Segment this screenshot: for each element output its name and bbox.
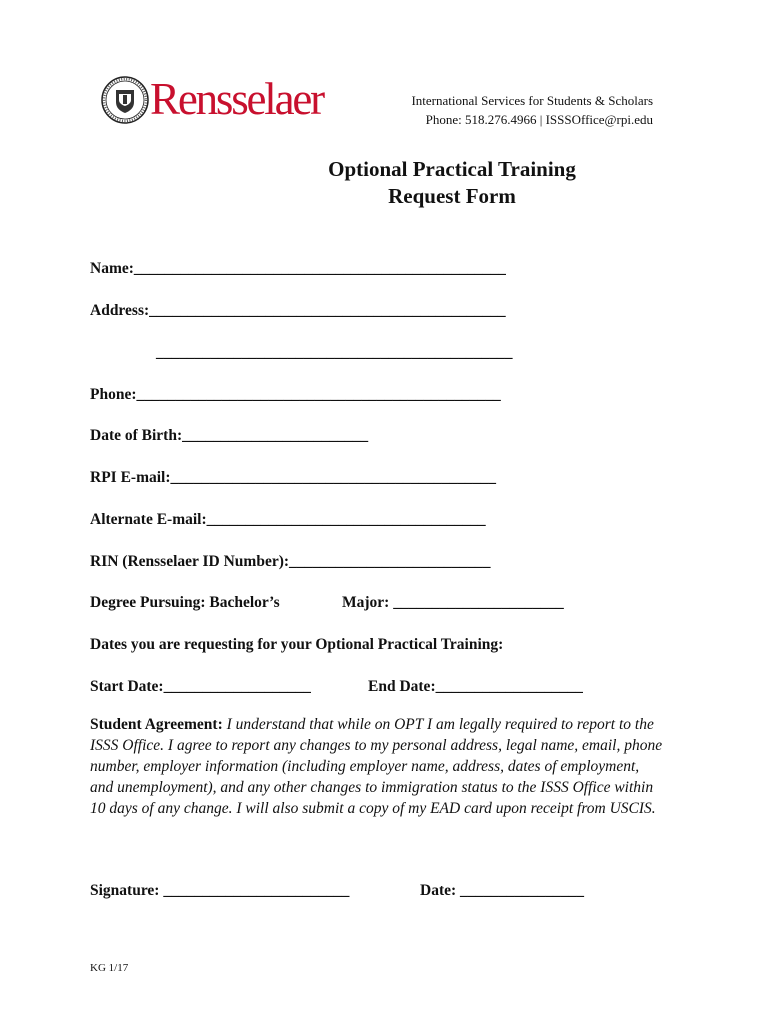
signature-date-field[interactable]: Date: ________________ [420,882,585,899]
agreement-label: Student Agreement: [90,716,223,733]
major-field[interactable]: Major: ______________________ [342,594,564,611]
form-title-line1: Optional Practical Training [328,157,576,181]
form-title [250,156,654,210]
rensselaer-logo: Rensselaer [150,74,323,124]
name-field[interactable]: Name:________________________________________________ [90,260,506,277]
address-field[interactable]: Address:______________________________________________ [90,302,506,319]
degree-label: Degree Pursuing: Bachelor’s [90,594,280,611]
start-date-field[interactable]: Start Date:___________________ [90,678,311,695]
office-name: International Services for Students & Scholars [411,93,653,108]
rensselaer-seal-icon [101,76,149,124]
dob-field[interactable]: Date of Birth:________________________ [90,427,369,444]
office-info [358,91,653,129]
signature-field[interactable]: Signature: ________________________ [90,882,350,899]
rin-field[interactable]: RIN (Rensselaer ID Number):__________________________ [90,553,491,570]
agreement-text: I understand that while on OPT I am legally required to report to the ISSS Office. I agree to report any changes to my personal address, legal name, email, phone number, employer information (including employer name, address, dates of employment, and unemployment), and any other changes to immigration status to the ISSS Office within 10 days of any change. I will also submit a copy of my EAD card upon receipt from USCIS. [90,716,663,817]
rpi-email-field[interactable]: RPI E-mail:__________________________________________ [90,469,497,486]
form-title-line2: Request Form [388,184,516,208]
end-date-field[interactable]: End Date:___________________ [368,678,583,695]
address-line2-field[interactable]: ______________________________________________ [156,344,513,361]
form-version-code: KG 1/17 [90,962,129,974]
dates-heading: Dates you are requesting for your Optional Practical Training: [90,636,504,653]
student-agreement [90,714,665,819]
alternate-email-field[interactable]: Alternate E-mail:____________________________________ [90,511,486,528]
phone-field[interactable]: Phone:_______________________________________________ [90,386,501,403]
office-contact: Phone: 518.276.4966 | ISSSOffice@rpi.edu [425,112,653,127]
